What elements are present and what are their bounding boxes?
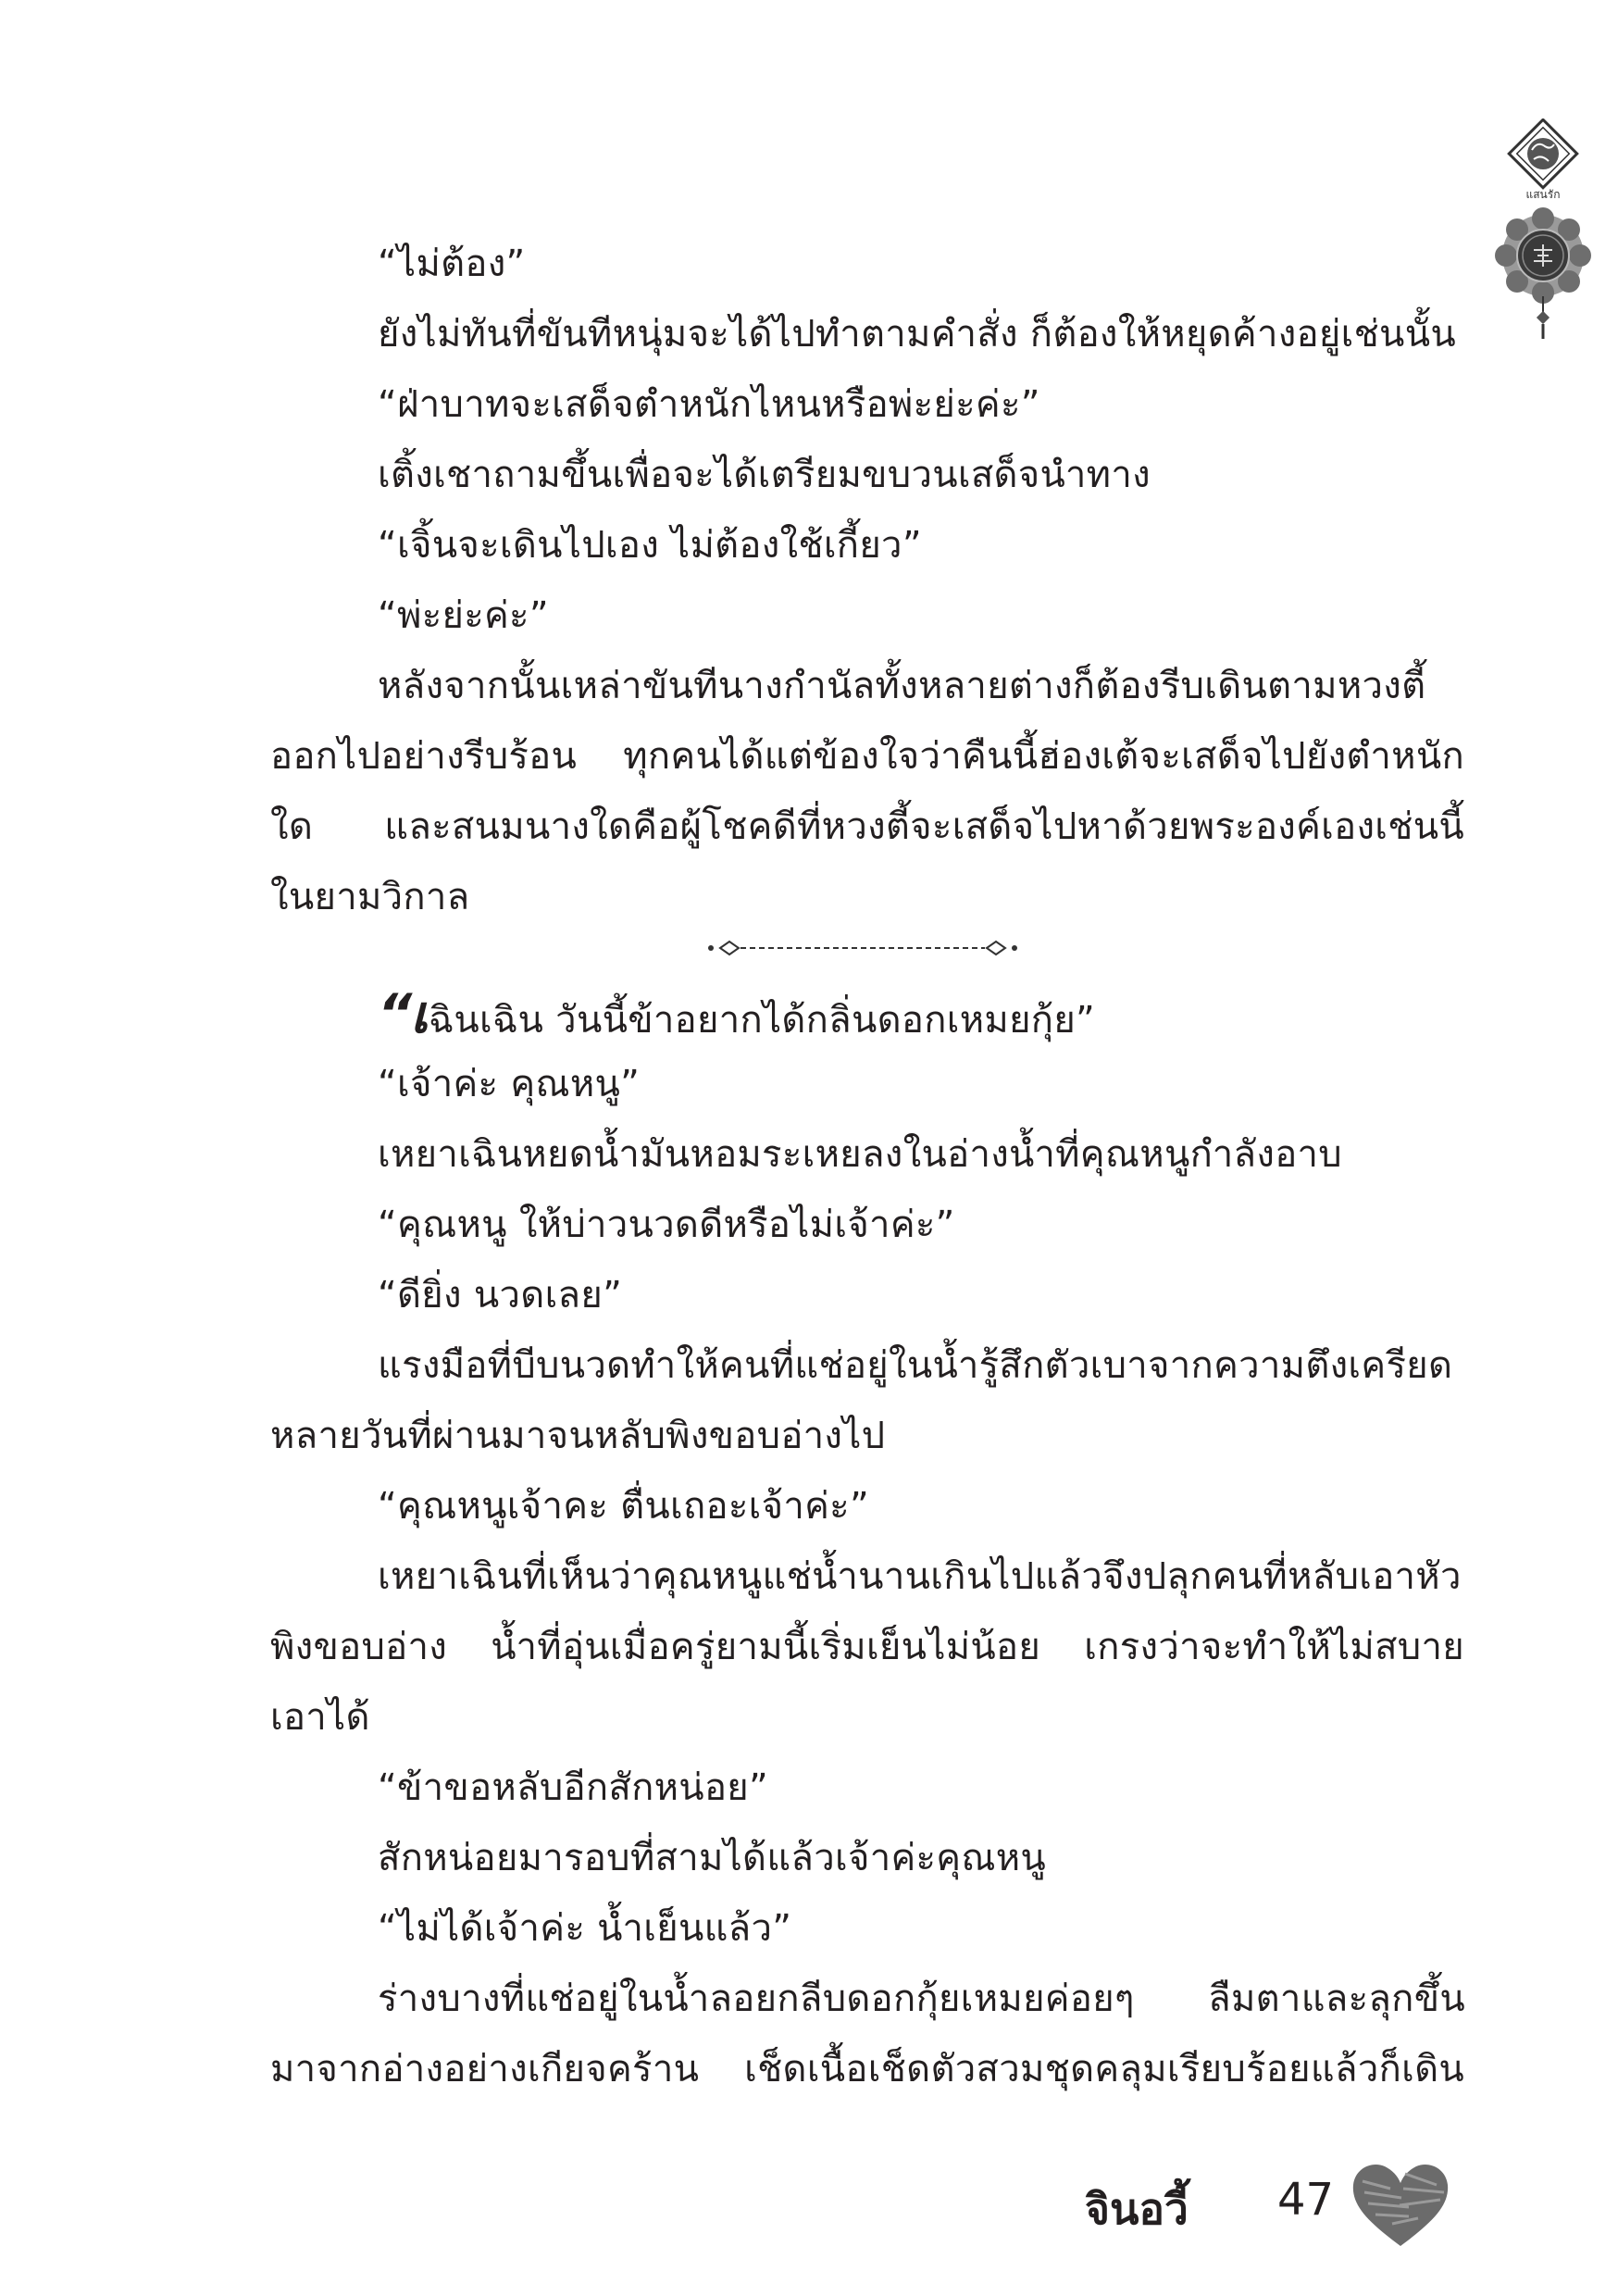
paragraph-line: แรงมือที่บีบนวดทำให้คนที่แช่อยู่ในน้ำรู้สึกตัวเบาจากความตึงเครียด bbox=[378, 1344, 1453, 1387]
paragraph-line: เหยาเฉินหยดน้ำมันหอมระเหยลงในอ่างน้ำที่คุณหนูกำลังอาบ bbox=[378, 1133, 1342, 1176]
paragraph-line: เหยาเฉินที่เห็นว่าคุณหนูแช่น้ำนานเกินไปแล้วจึงปลุกคนที่หลับเอาหัว bbox=[378, 1555, 1462, 1598]
paragraph-line: ออกไปอย่างรีบร้อน ทุกคนได้แต่ข้องใจว่าคืนนี้ฮ่องเต้จะเสด็จไปยังตำหนัก bbox=[270, 735, 1464, 778]
paragraph-line: “เจิ้นจะเดินไปเอง ไม่ต้องใช้เกี้ยว” bbox=[378, 524, 922, 567]
paragraph-line: เอาได้ bbox=[270, 1696, 370, 1739]
paragraph-line: ในยามวิกาล bbox=[270, 876, 470, 918]
paragraph-line: ใด และสนมนางใดคือผู้โชคดีที่หวงตี้จะเสด็จไปหาด้วยพระองค์เองเช่นนี้ bbox=[270, 805, 1464, 848]
page-number: 47 bbox=[1277, 2174, 1335, 2226]
heart-icon bbox=[1350, 2161, 1451, 2252]
paragraph-line: เติ้งเชาถามขึ้นเพื่อจะได้เตรียมขบวนเสด็จนำทาง bbox=[378, 454, 1151, 496]
ornament-label: แสนรัก bbox=[1525, 188, 1561, 201]
drop-cap: เ bbox=[410, 985, 429, 1045]
paragraph-line: “ข้าขอหลับอีกสักหน่อย” bbox=[378, 1766, 769, 1809]
book-title: จินอวี้ bbox=[1085, 2184, 1189, 2234]
paragraph-line: “ฝ่าบาทจะเสด็จตำหนักไหนหรือพ่ะย่ะค่ะ” bbox=[378, 383, 1040, 426]
paragraph-line: “คุณหนูเจ้าคะ ตื่นเถอะเจ้าค่ะ” bbox=[378, 1485, 869, 1528]
paragraph-line: ร่างบางที่แช่อยู่ในน้ำลอยกลีบดอกกุ้ยเหมยค่อยๆ ลืมตาและลุกขึ้น bbox=[378, 1978, 1465, 2020]
paragraph-line: “ดียิ่ง นวดเลย” bbox=[378, 1274, 623, 1316]
drop-quote: “ bbox=[378, 982, 411, 1045]
paragraph-line: ยังไม่ทันที่ขันทีหนุ่มจะได้ไปทำตามคำสั่ง ก็ต้องให้หยุดค้างอยู่เช่นนั้น bbox=[378, 313, 1456, 356]
paragraph-line: “ไม่ต้อง” bbox=[378, 243, 526, 285]
paragraph-line: “ไม่ได้เจ้าค่ะ น้ำเย็นแล้ว” bbox=[378, 1907, 792, 1950]
first-line-text: ฉินเฉิน วันนี้ข้าอยากได้กลิ่นดอกเหมยกุ้ย” bbox=[428, 999, 1096, 1042]
section-divider bbox=[707, 935, 1018, 961]
paragraph-line: หลายวันที่ผ่านมาจนหลับพิงขอบอ่างไป bbox=[270, 1415, 886, 1457]
paragraph-line: หลังจากนั้นเหล่าขันทีนางกำนัลทั้งหลายต่างก็ต้องรีบเดินตามหวงตี้ bbox=[378, 665, 1426, 707]
paragraph-line: พิงขอบอ่าง น้ำที่อุ่นเมื่อครู่ยามนี้เริ่มเย็นไม่น้อย เกรงว่าจะทำให้ไม่สบาย bbox=[270, 1626, 1464, 1668]
paragraph-line: “คุณหนู ให้บ่าวนวดดีหรือไม่เจ้าค่ะ” bbox=[378, 1204, 955, 1246]
ornament-emblem-icon bbox=[1488, 119, 1598, 341]
paragraph-line: “เจ้าค่ะ คุณหนู” bbox=[378, 1063, 641, 1105]
paragraph-line: มาจากอ่างอย่างเกียจคร้าน เช็ดเนื้อเช็ดตัวสวมชุดคลุมเรียบร้อยแล้วก็เดิน bbox=[270, 2048, 1464, 2090]
paragraph-line: สักหน่อยมารอบที่สามได้แล้วเจ้าค่ะคุณหนู bbox=[378, 1837, 1047, 1879]
paragraph-line: “พ่ะย่ะค่ะ” bbox=[378, 594, 549, 637]
section-opening-line bbox=[378, 982, 1096, 1048]
